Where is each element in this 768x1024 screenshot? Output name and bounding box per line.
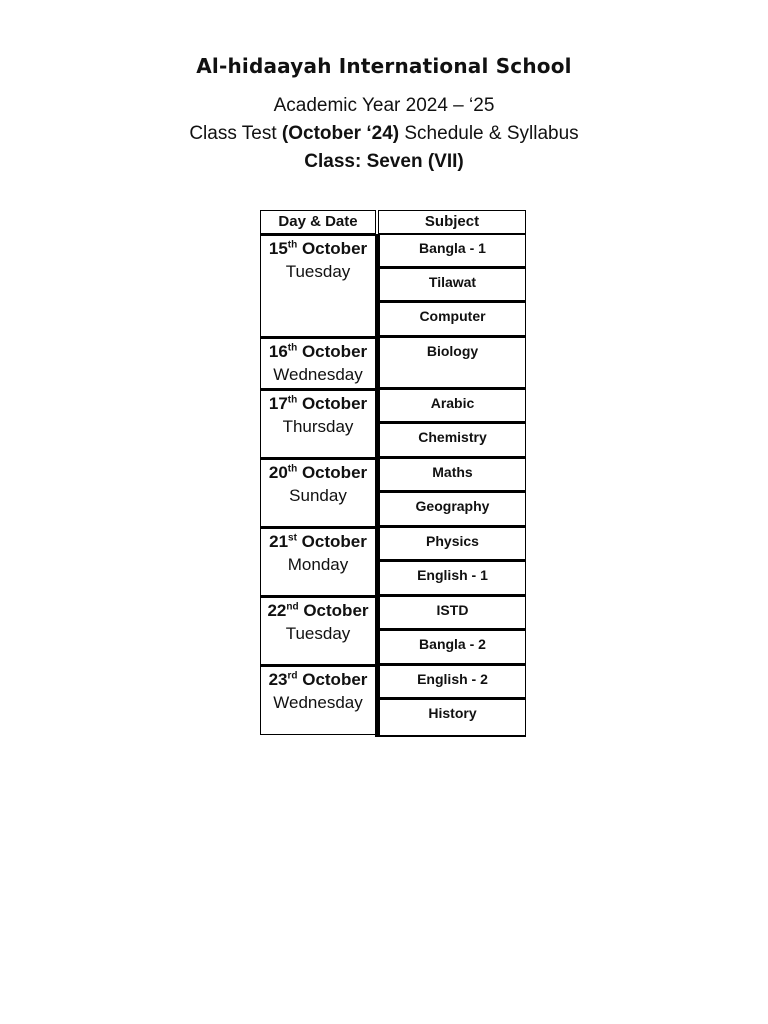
column-header-subject: Subject (378, 210, 526, 234)
column-header-day: Day & Date (260, 210, 376, 234)
class-label: Class: Seven (VII) (304, 151, 464, 172)
day-cell (260, 458, 376, 527)
subject-cell: ISTD (379, 596, 526, 630)
weekday-label: Wednesday (273, 365, 363, 384)
class-test-prefix: Class Test (189, 123, 282, 144)
day-cell (260, 665, 376, 735)
date-label: 21st October (269, 532, 367, 551)
class-test-line (0, 123, 768, 145)
subject-cell: History (379, 699, 526, 737)
school-name: Al-hidaayah International School (196, 54, 572, 78)
subject-cell: Bangla - 1 (379, 234, 526, 268)
day-cell (260, 389, 376, 458)
subject-cell: Bangla - 2 (379, 630, 526, 665)
date-label: 16th October (268, 342, 368, 361)
subject-cell: Computer (379, 302, 526, 337)
class-test-suffix: Schedule & Syllabus (399, 123, 579, 144)
weekday-label: Sunday (289, 486, 347, 505)
date-label: 20th October (268, 463, 368, 482)
weekday-label: Thursday (282, 417, 354, 436)
weekday-label: Tuesday (285, 624, 351, 643)
subject-cell: Geography (379, 492, 526, 527)
subject-cell: Tilawat (379, 268, 526, 302)
day-cell (260, 527, 376, 596)
date-label: 23rd October (268, 670, 368, 689)
day-cell (260, 234, 376, 337)
day-cell (260, 337, 376, 389)
subject-cell: Maths (379, 458, 526, 492)
date-label: 22nd October (267, 601, 369, 620)
subject-cell: Chemistry (379, 423, 526, 458)
weekday-label: Monday (287, 555, 349, 574)
date-label: 17th October (268, 394, 368, 413)
weekday-label: Wednesday (273, 693, 363, 712)
subject-cell: Arabic (379, 389, 526, 423)
schedule-table (260, 210, 526, 737)
class-test-month: (October ‘24) (281, 123, 400, 144)
subject-cell: English - 2 (379, 665, 526, 699)
subject-cell: Biology (379, 337, 526, 389)
day-cell (260, 596, 376, 665)
weekday-label: Tuesday (285, 262, 351, 281)
academic-year: Academic Year 2024 – ‘25 (273, 95, 495, 116)
subject-cell: Physics (379, 527, 526, 561)
subject-cell: English - 1 (379, 561, 526, 596)
date-label: 15th October (268, 239, 368, 258)
